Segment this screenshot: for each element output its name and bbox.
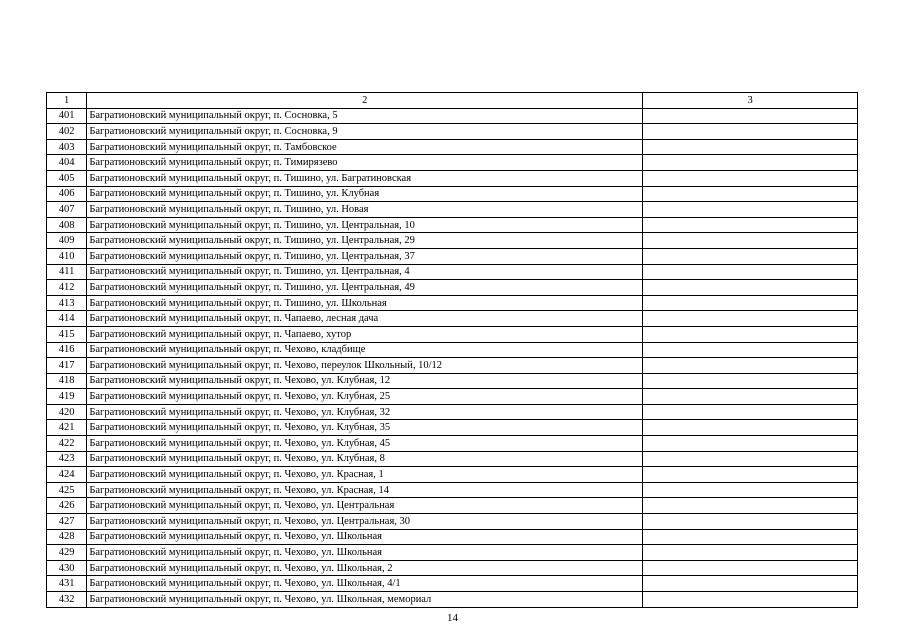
address-cell: Багратионовский муниципальный округ, п. Чехово, ул. Школьная <box>87 545 643 561</box>
address-cell: Багратионовский муниципальный округ, п. Тишино, ул. Багратиновская <box>87 170 643 186</box>
extra-cell <box>643 545 858 561</box>
table-row <box>47 170 858 186</box>
row-number-cell: 419 <box>47 389 87 405</box>
address-cell: Багратионовский муниципальный округ, п. Чехово, ул. Школьная, 4/1 <box>87 576 643 592</box>
address-cell: Багратионовский муниципальный округ, п. Чехово, ул. Клубная, 8 <box>87 451 643 467</box>
row-number-cell: 417 <box>47 358 87 374</box>
row-number-cell: 425 <box>47 482 87 498</box>
row-number-cell: 429 <box>47 545 87 561</box>
table-row <box>47 311 858 327</box>
address-cell: Багратионовский муниципальный округ, п. Чехово, ул. Клубная, 35 <box>87 420 643 436</box>
address-cell: Багратионовский муниципальный округ, п. Тишино, ул. Школьная <box>87 295 643 311</box>
address-cell: Багратионовский муниципальный округ, п. Сосновка, 9 <box>87 124 643 140</box>
row-number-cell: 432 <box>47 592 87 608</box>
extra-cell <box>643 420 858 436</box>
table-row <box>47 139 858 155</box>
header-col-3: 3 <box>643 93 858 109</box>
table-row <box>47 248 858 264</box>
address-cell: Багратионовский муниципальный округ, п. Тишино, ул. Центральная, 29 <box>87 233 643 249</box>
extra-cell <box>643 467 858 483</box>
extra-cell <box>643 186 858 202</box>
table-row <box>47 545 858 561</box>
extra-cell <box>643 498 858 514</box>
extra-cell <box>643 233 858 249</box>
table-row <box>47 514 858 530</box>
table-row <box>47 451 858 467</box>
table-row <box>47 529 858 545</box>
table-row <box>47 295 858 311</box>
table-row <box>47 202 858 218</box>
row-number-cell: 416 <box>47 342 87 358</box>
extra-cell <box>643 514 858 530</box>
address-cell: Багратионовский муниципальный округ, п. Сосновка, 5 <box>87 108 643 124</box>
header-row <box>47 93 858 109</box>
table-row <box>47 436 858 452</box>
row-number-cell: 411 <box>47 264 87 280</box>
address-cell: Багратионовский муниципальный округ, п. Чехово, переулок Школьный, 10/12 <box>87 358 643 374</box>
row-number-cell: 403 <box>47 139 87 155</box>
extra-cell <box>643 576 858 592</box>
address-cell: Багратионовский муниципальный округ, п. Чехово, ул. Центральная <box>87 498 643 514</box>
address-cell: Багратионовский муниципальный округ, п. Чехово, кладбище <box>87 342 643 358</box>
address-cell: Багратионовский муниципальный округ, п. Чапаево, хутор <box>87 326 643 342</box>
row-number-cell: 410 <box>47 248 87 264</box>
row-number-cell: 414 <box>47 311 87 327</box>
address-cell: Багратионовский муниципальный округ, п. Чехово, ул. Клубная, 25 <box>87 389 643 405</box>
row-number-cell: 422 <box>47 436 87 452</box>
table-row <box>47 342 858 358</box>
table-header <box>47 93 858 109</box>
row-number-cell: 426 <box>47 498 87 514</box>
page-number: 14 <box>447 612 458 624</box>
address-cell: Багратионовский муниципальный округ, п. Тимирязево <box>87 155 643 171</box>
address-cell: Багратионовский муниципальный округ, п. Чехово, ул. Школьная, мемориал <box>87 592 643 608</box>
extra-cell <box>643 170 858 186</box>
address-cell: Багратионовский муниципальный округ, п. Тишино, ул. Клубная <box>87 186 643 202</box>
extra-cell <box>643 248 858 264</box>
table-row <box>47 326 858 342</box>
address-table <box>46 92 858 608</box>
header-col-2: 2 <box>87 93 643 109</box>
extra-cell <box>643 529 858 545</box>
row-number-cell: 413 <box>47 295 87 311</box>
row-number-cell: 412 <box>47 280 87 296</box>
extra-cell <box>643 155 858 171</box>
row-number-cell: 406 <box>47 186 87 202</box>
table-row <box>47 560 858 576</box>
address-cell: Багратионовский муниципальный округ, п. Чапаево, лесная дача <box>87 311 643 327</box>
row-number-cell: 423 <box>47 451 87 467</box>
extra-cell <box>643 592 858 608</box>
extra-cell <box>643 264 858 280</box>
address-cell: Багратионовский муниципальный округ, п. Чехово, ул. Школьная, 2 <box>87 560 643 576</box>
address-cell: Багратионовский муниципальный округ, п. Чехово, ул. Клубная, 45 <box>87 436 643 452</box>
table-row <box>47 108 858 124</box>
table-row <box>47 420 858 436</box>
address-cell: Багратионовский муниципальный округ, п. Тишино, ул. Центральная, 4 <box>87 264 643 280</box>
row-number-cell: 431 <box>47 576 87 592</box>
extra-cell <box>643 311 858 327</box>
extra-cell <box>643 217 858 233</box>
table-row <box>47 280 858 296</box>
row-number-cell: 407 <box>47 202 87 218</box>
address-cell: Багратионовский муниципальный округ, п. Тишино, ул. Новая <box>87 202 643 218</box>
row-number-cell: 424 <box>47 467 87 483</box>
row-number-cell: 409 <box>47 233 87 249</box>
table-row <box>47 373 858 389</box>
address-cell: Багратионовский муниципальный округ, п. Чехово, ул. Красная, 14 <box>87 482 643 498</box>
address-cell: Багратионовский муниципальный округ, п. Чехово, ул. Центральная, 30 <box>87 514 643 530</box>
extra-cell <box>643 436 858 452</box>
address-cell: Багратионовский муниципальный округ, п. Чехово, ул. Красная, 1 <box>87 467 643 483</box>
table-row <box>47 482 858 498</box>
extra-cell <box>643 108 858 124</box>
extra-cell <box>643 202 858 218</box>
address-cell: Багратионовский муниципальный округ, п. Чехово, ул. Клубная, 12 <box>87 373 643 389</box>
row-number-cell: 427 <box>47 514 87 530</box>
table-row <box>47 186 858 202</box>
row-number-cell: 430 <box>47 560 87 576</box>
extra-cell <box>643 124 858 140</box>
extra-cell <box>643 295 858 311</box>
extra-cell <box>643 482 858 498</box>
extra-cell <box>643 451 858 467</box>
row-number-cell: 418 <box>47 373 87 389</box>
extra-cell <box>643 373 858 389</box>
address-cell: Багратионовский муниципальный округ, п. Тишино, ул. Центральная, 37 <box>87 248 643 264</box>
row-number-cell: 421 <box>47 420 87 436</box>
table-row <box>47 264 858 280</box>
row-number-cell: 402 <box>47 124 87 140</box>
row-number-cell: 404 <box>47 155 87 171</box>
row-number-cell: 428 <box>47 529 87 545</box>
extra-cell <box>643 342 858 358</box>
row-number-cell: 405 <box>47 170 87 186</box>
row-number-cell: 401 <box>47 108 87 124</box>
address-cell: Багратионовский муниципальный округ, п. Чехово, ул. Школьная <box>87 529 643 545</box>
header-col-1: 1 <box>47 93 87 109</box>
table-row <box>47 467 858 483</box>
table-row <box>47 404 858 420</box>
table-body <box>47 108 858 607</box>
extra-cell <box>643 404 858 420</box>
address-cell: Багратионовский муниципальный округ, п. Тамбовское <box>87 139 643 155</box>
row-number-cell: 408 <box>47 217 87 233</box>
table-row <box>47 498 858 514</box>
address-cell: Багратионовский муниципальный округ, п. Тишино, ул. Центральная, 10 <box>87 217 643 233</box>
table-row <box>47 592 858 608</box>
table-row <box>47 124 858 140</box>
extra-cell <box>643 326 858 342</box>
extra-cell <box>643 280 858 296</box>
table-row <box>47 217 858 233</box>
extra-cell <box>643 389 858 405</box>
address-cell: Багратионовский муниципальный округ, п. Тишино, ул. Центральная, 49 <box>87 280 643 296</box>
extra-cell <box>643 139 858 155</box>
table-row <box>47 358 858 374</box>
extra-cell <box>643 560 858 576</box>
table-row <box>47 155 858 171</box>
table-row <box>47 233 858 249</box>
table-row <box>47 389 858 405</box>
address-cell: Багратионовский муниципальный округ, п. Чехово, ул. Клубная, 32 <box>87 404 643 420</box>
table-row <box>47 576 858 592</box>
extra-cell <box>643 358 858 374</box>
row-number-cell: 415 <box>47 326 87 342</box>
row-number-cell: 420 <box>47 404 87 420</box>
